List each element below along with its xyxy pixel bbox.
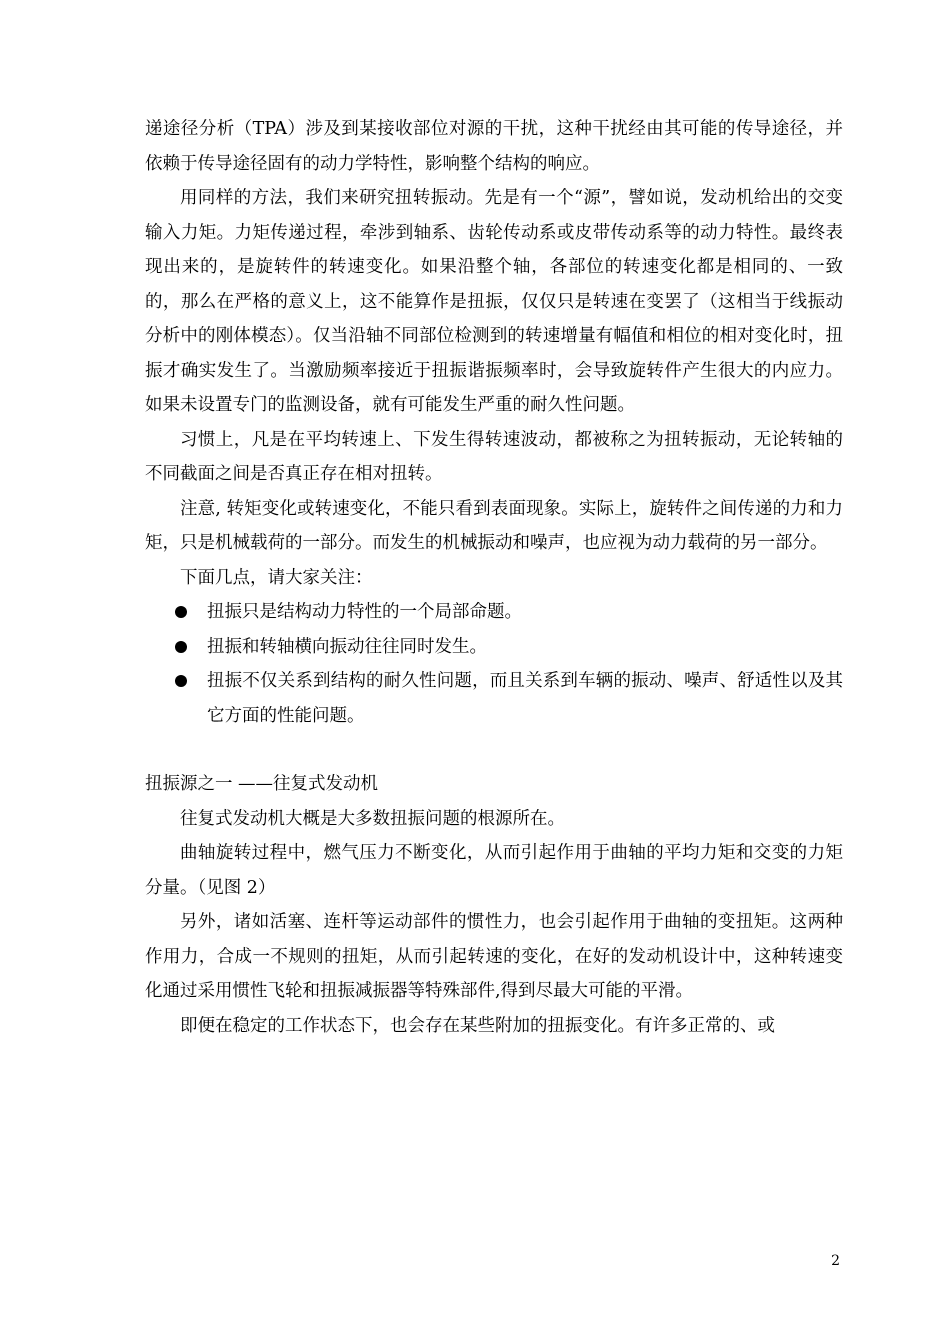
paragraph-gas-pressure: 曲轴旋转过程中，燃气压力不断变化，从而引起作用于曲轴的平均力矩和交变的力矩分量。（见图 2） — [145, 843, 843, 898]
bullet-icon — [175, 641, 187, 653]
list-item — [145, 630, 843, 665]
bullet-text: 扭振不仅关系到结构的耐久性问题，而且关系到车辆的振动、噪声、舒适性以及其它方面的性能问题。 — [207, 671, 843, 726]
paragraph-torsional-vibration-intro: 用同样的方法，我们来研究扭转振动。先是有一个“源”，譬如说，发动机给出的交变输入力矩。力矩传递过程，牵涉到轴系、齿轮传动系或皮带传动系等的动力特性。最终表现出来的，是旋转件的转速变化。如果沿整个轴，各部位的转速变化都是相同的、一致的，那么在严格的意义上，这不能算作是扭振，仅仅只是转速在变罢了（这相当于线振动分析中的刚体模态）。仅当沿轴不同部位检测到的转速增量有幅值和相位的相对变化时，扭振才确实发生了。当激励频率接近于扭振谐振频率时，会导致旋转件产生很大的内应力。如果未设置专门的监测设备，就有可能发生严重的耐久性问题。 — [145, 188, 843, 415]
paragraph-convention: 习惯上，凡是在平均转速上、下发生得转速波动，都被称之为扭转振动，无论转轴的不同截面之间是否真正存在相对扭转。 — [145, 429, 843, 484]
list-item — [145, 664, 843, 733]
paragraph-points-intro: 下面几点，请大家关注： — [180, 567, 373, 588]
bullet-icon — [175, 675, 187, 687]
section-heading: 扭振源之一 ——往复式发动机 — [145, 774, 379, 794]
bullet-text: 扭振和转轴横向振动往往同时发生。 — [207, 636, 487, 657]
page-body — [145, 112, 843, 1043]
paragraph-steady-state: 即便在稳定的工作状态下，也会存在某些附加的扭振变化。有许多正常的、或 — [180, 1015, 775, 1036]
paragraph-note: 注意, 转矩变化或转速变化，不能只看到表面现象。实际上，旋转件之间传递的力和力矩，只是机械载荷的一部分。而发生的机械振动和噪声，也应视为动力载荷的另一部分。 — [145, 498, 843, 553]
paragraph-tpa-continuation: 递途径分析（TPA）涉及到某接收部位对源的干扰，这种干扰经由其可能的传导途径，并依赖于传导途径固有的动力学特性，影响整个结构的响应。 — [145, 119, 843, 174]
bullet-text: 扭振只是结构动力特性的一个局部命题。 — [207, 602, 522, 622]
paragraph-engine-source: 往复式发动机大概是大多数扭振问题的根源所在。 — [180, 808, 565, 829]
bullet-list — [145, 595, 843, 733]
list-item — [145, 595, 843, 630]
paragraph-inertia-forces: 另外，诸如活塞、连杆等运动部件的惯性力，也会引起作用于曲轴的变扭矩。这两种作用力，合成一不规则的扭矩，从而引起转速的变化，在好的发动机设计中，这种转速变化通过采用惯性飞轮和扭振减振器等特殊部件,得到尽最大可能的平滑。 — [145, 912, 843, 1001]
bullet-icon — [175, 606, 187, 618]
page-number: 2 — [831, 1253, 840, 1269]
